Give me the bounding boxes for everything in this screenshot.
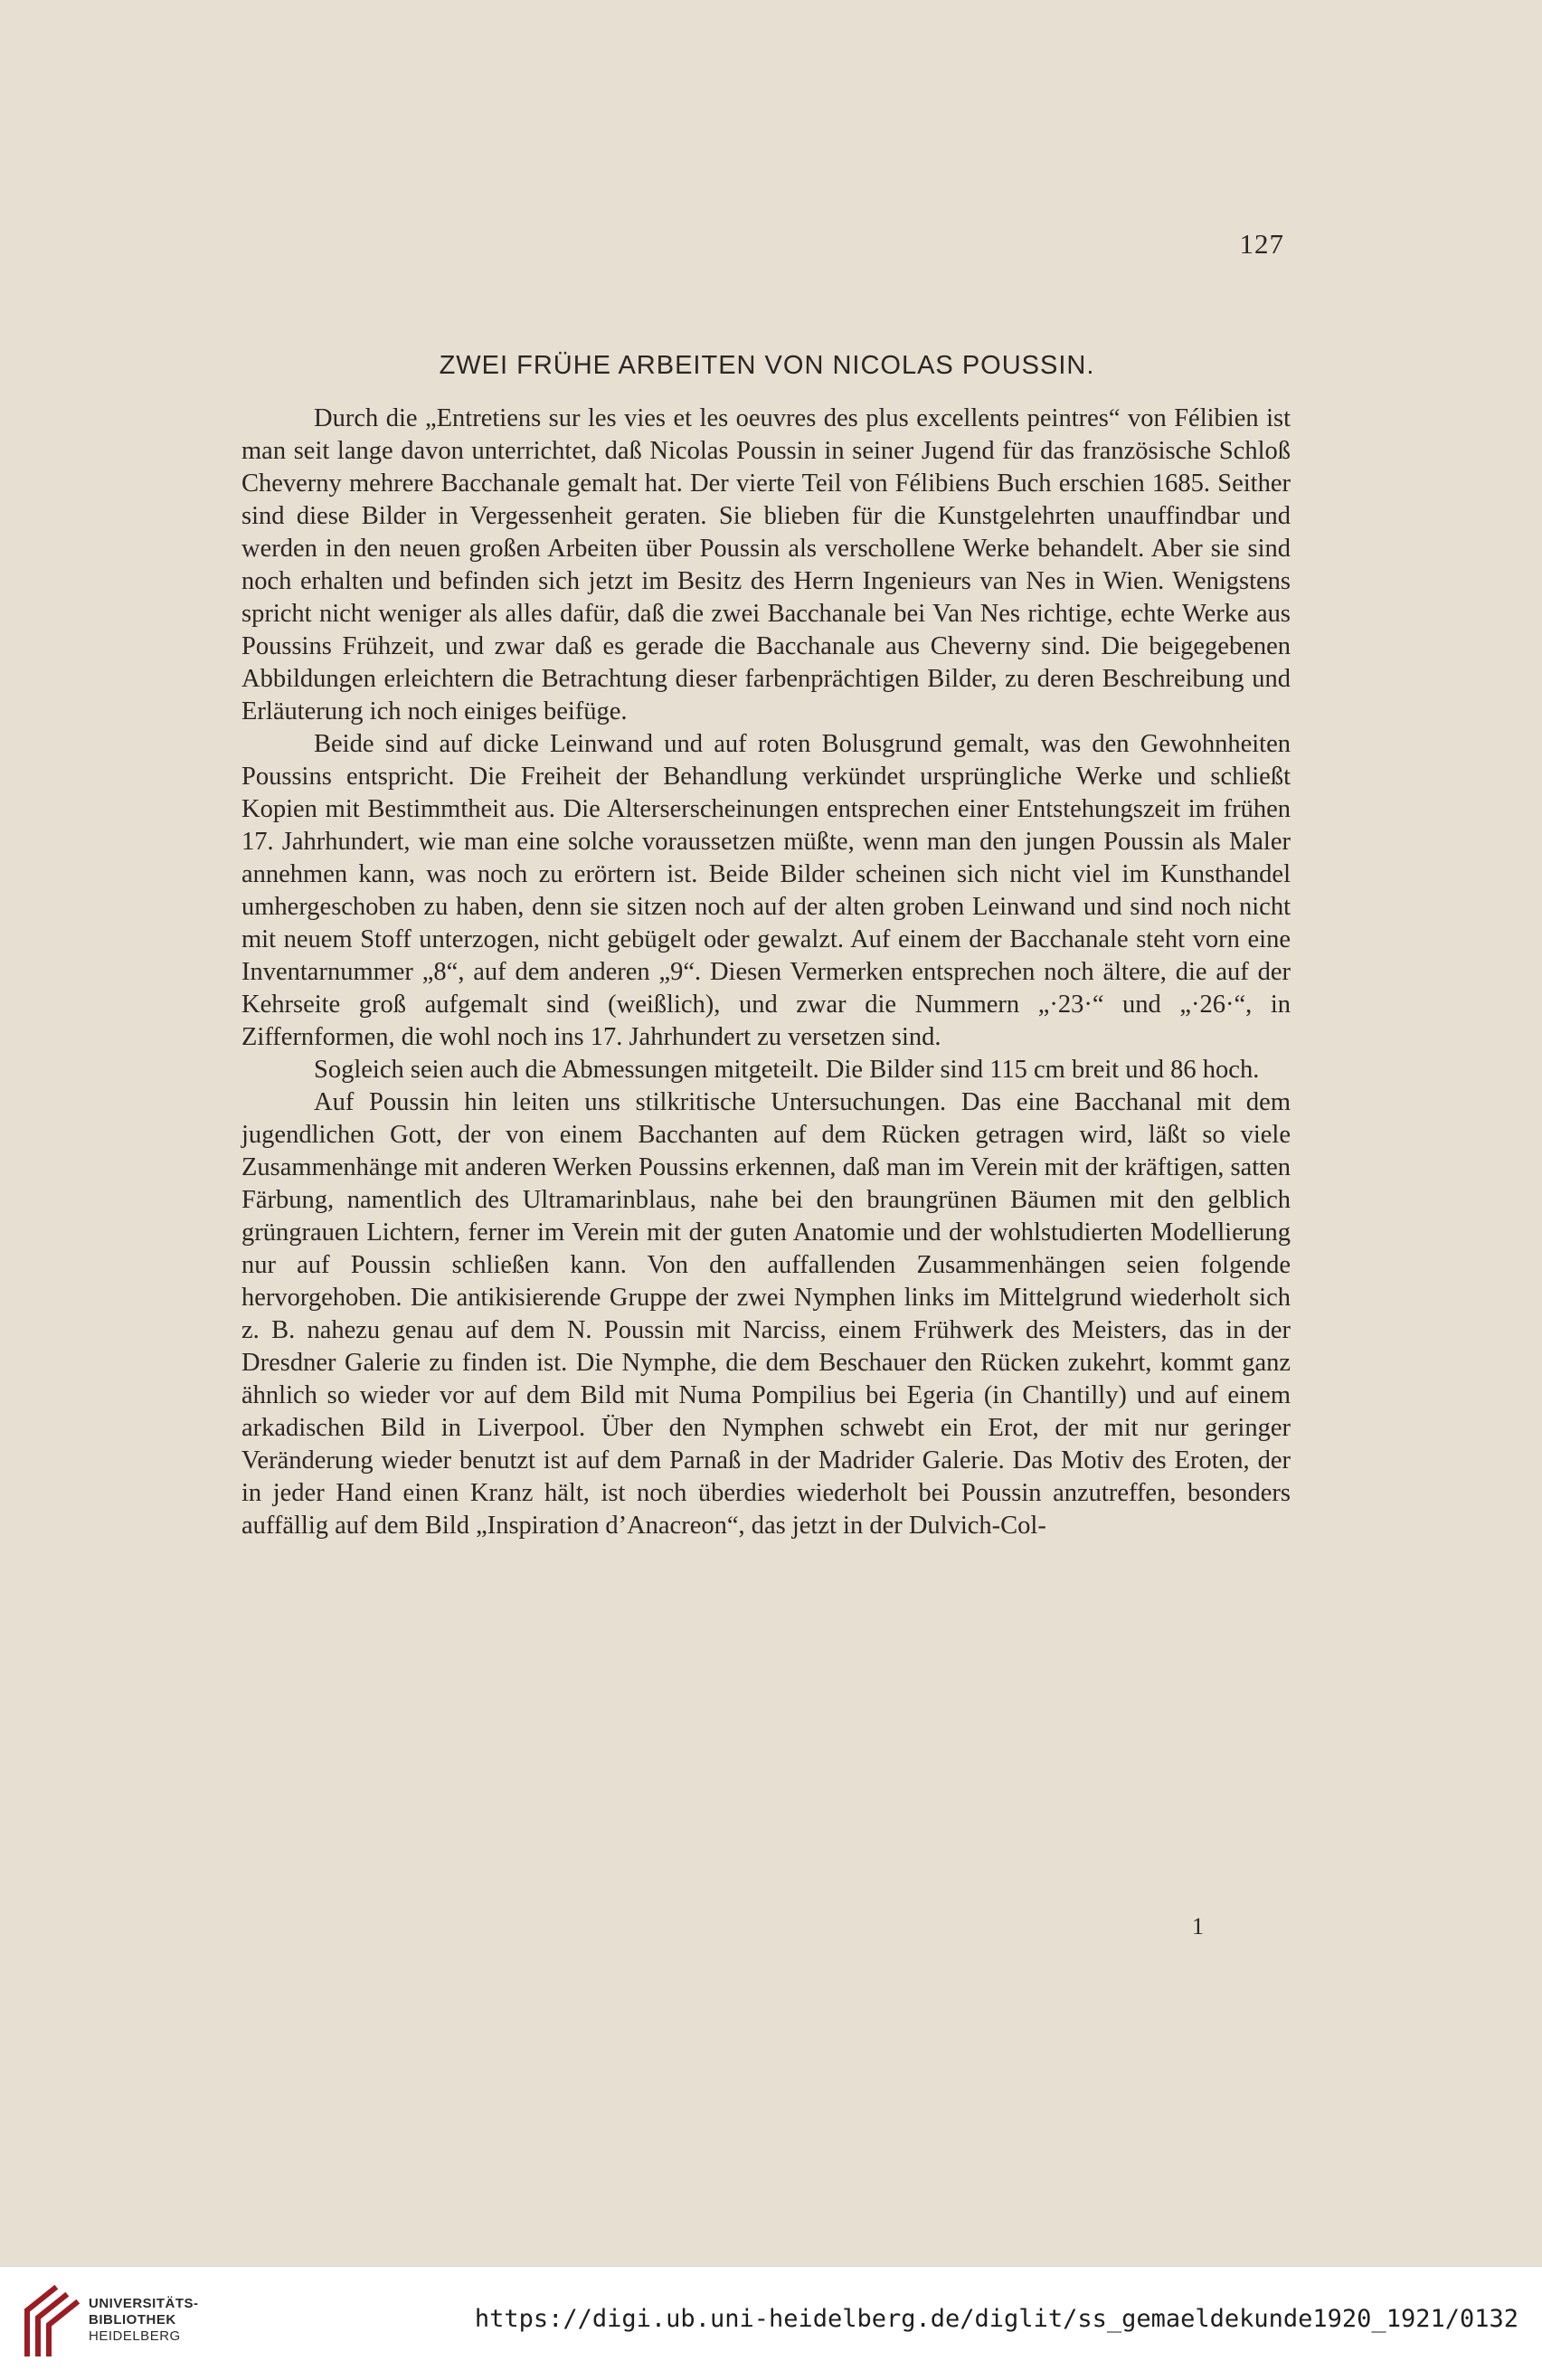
library-logo-text xyxy=(89,2296,199,2345)
page-number: 127 xyxy=(1239,228,1284,260)
paragraph: Auf Poussin hin leiten uns stilkritische Untersuchungen. Das eine Bacchanal mit dem jugendlichen Gott, der von einem Bacchanten auf dem Rücken getragen wird, läßt so viele Zusammenhänge mit anderen Werken Poussins erkennen, daß man im Verein mit der kräftigen, satten Färbung, namentlich des Ultramarinblaus, nahe bei den braungrünen Bäumen mit den gelblich grüngrauen Lichtern, ferner im Verein mit der guten Anatomie und der wohlstudierten Modellierung nur auf Poussin schließen kann. Von den auffallenden Zusammenhängen seien folgende hervorgehoben. Die antikisierende Gruppe der zwei Nymphen links im Mittelgrund wiederholt sich z. B. nahezu genau auf dem N. Poussin mit Narciss, einem Frühwerk des Meisters, das in der Dresdner Galerie zu finden ist. Die Nymphe, die dem Beschauer den Rücken zukehrt, kommt ganz ähnlich so wieder vor auf dem Bild mit Numa Pompilius bei Egeria (in Chantilly) und auf einem arkadischen Bild in Liverpool. Über den Nymphen schwebt ein Erot, der mit nur geringer Veränderung wieder benutzt ist auf dem Parnaß in der Madrider Galerie. Das Motiv des Eroten, der in jeder Hand einen Kranz hält, ist noch überdies wiederholt bei Poussin anzutreffen, besonders auffällig auf dem Bild „Inspiration d’Anacreon“, das jetzt in der Dulvich-Col- xyxy=(241,1088,1291,1540)
library-logo-icon[interactable] xyxy=(20,2283,83,2359)
article-title: ZWEI FRÜHE ARBEITEN VON NICOLAS POUSSIN. xyxy=(439,351,1095,380)
footer-bar xyxy=(0,2266,1542,2380)
article-body xyxy=(241,403,1291,1542)
logo-line: UNIVERSITÄTS- xyxy=(89,2296,199,2311)
signature-mark: 1 xyxy=(1192,1913,1204,1939)
paragraph: Sogleich seien auch die Abmessungen mitgeteilt. Die Bilder sind 115 cm breit und 86 hoch. xyxy=(314,1056,1260,1084)
logo-line: BIBLIOTHEK xyxy=(89,2312,176,2328)
paragraph: Durch die „Entretiens sur les vies et les oeuvres des plus excellents peintres“ von Félibien ist man seit lange davon unterrichtet, daß Nicolas Poussin in seiner Jugend für das französische Schloß Cheverny mehrere Bacchanale gemalt hat. Der vierte Teil von Félibiens Buch erschien 1685. Seither sind diese Bilder in Vergessenheit geraten. Sie blieben für die Kunstgelehrten unauffindbar und werden in den neuen großen Arbeiten über Poussin als verschollene Werke behandelt. Aber sie sind noch erhalten und befinden sich jetzt im Besitz des Herrn Ingenieurs van Nes in Wien. Wenigstens spricht nicht weniger als alles dafür, daß die zwei Bacchanale bei Van Nes richtige, echte Werke aus Poussins Frühzeit, und zwar daß es gerade die Bacchanale aus Cheverny sind. Die beigegebenen Abbildungen erleichtern die Betrachtung dieser farbenprächtigen Bilder, zu deren Beschreibung und Erläuterung ich noch einiges beifüge. xyxy=(241,404,1291,725)
permalink-url[interactable]: https://digi.ub.uni-heidelberg.de/diglit/ss_gemaeldekunde1920_1921/0132 xyxy=(474,2305,1518,2333)
paragraph: Beide sind auf dicke Leinwand und auf roten Bolusgrund gemalt, was den Gewohnheiten Poussins entspricht. Die Freiheit der Behandlung verkündet ursprüngliche Werke und schließt Kopien mit Bestimmtheit aus. Die Alterserscheinungen entsprechen einer Entstehungszeit im frühen 17. Jahrhundert, wie man eine solche voraussetzen müßte, wenn man den jungen Poussin als Maler annehmen kann, was noch zu erörtern ist. Beide Bilder scheinen sich nicht viel im Kunsthandel umhergeschoben zu haben, denn sie sitzen noch auf der alten groben Leinwand und sind noch nicht mit neuem Stoff unterzogen, nicht gebügelt oder gewalzt. Auf einem der Bacchanale steht vorn eine Inventarnummer „8“, auf dem anderen „9“. Diesen Vermerken entsprechen noch ältere, die auf der Kehrseite groß aufgemalt sind (weißlich), und zwar die Nummern „·23·“ und „·26·“, in Ziffernformen, die wohl noch ins 17. Jahrhundert zu versetzen sind. xyxy=(241,730,1291,1051)
logo-line: HEIDELBERG xyxy=(89,2328,181,2344)
